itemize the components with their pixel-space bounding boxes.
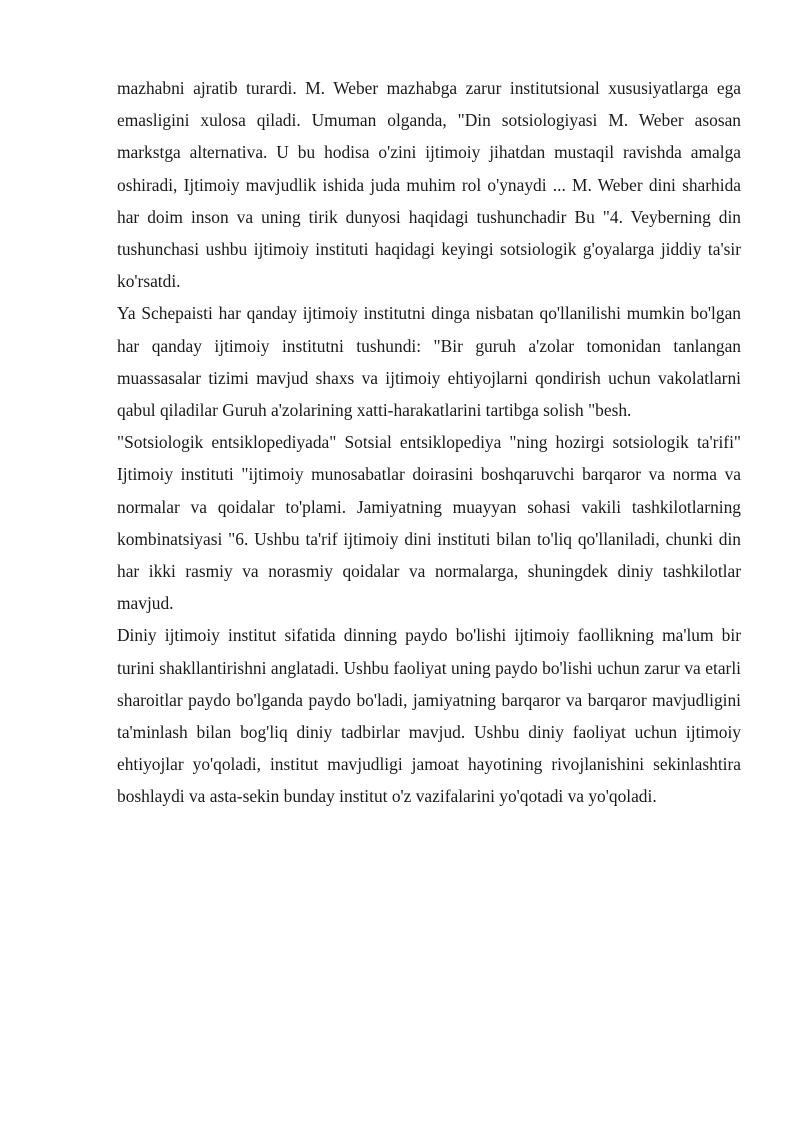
- document-body: [117, 72, 741, 813]
- paragraph-1: mazhabni ajratib turardi. M. Weber mazhabga zarur institutsional xususiyatlarga ega emasligini xulosa qiladi. Umuman olganda, "Din sotsiologiyasi M. Weber asosan markstga alternativa. U bu hodisa o'zini ijtimoiy jihatdan mustaqil ravishda amalga oshiradi, Ijtimoiy mavjudlik ishida juda muhim rol o'ynaydi ... M. Weber dini sharhida har doim inson va uning tirik dunyosi haqidagi tushunchadir Bu "4. Veyberning din tushunchasi ushbu ijtimoiy instituti haqidagi keyingi sotsiologik g'oyalarga jiddiy ta'sir ko'rsatdi.: [117, 78, 741, 292]
- paragraph-3: "Sotsiologik entsiklopediyada" Sotsial entsiklopediya "ning hozirgi sotsiologik ta'rifi" Ijtimoiy instituti "ijtimoiy munosabatlar doirasini boshqaruvchi barqaror va norma va normalar va qoidalar to'plami. Jamiyatning muayyan sohasi vakili tashkilotlarning kombinatsiyasi "6. Ushbu ta'rif ijtimoiy dini instituti bilan to'liq qo'llaniladi, chunki din har ikki rasmiy va norasmiy qoidalar va normalarga, shuningdek diniy tashkilotlar mavjud.: [117, 432, 741, 614]
- paragraph-4: Diniy ijtimoiy institut sifatida dinning paydo bo'lishi ijtimoiy faollikning ma'lum bir turini shakllantirishni anglatadi. Ushbu faoliyat uning paydo bo'lishi uchun zarur va etarli sharoitlar paydo bo'lganda paydo bo'ladi, jamiyatning barqaror va barqaror mavjudligini ta'minlash bilan bog'liq diniy tadbirlar mavjud. Ushbu diniy faoliyat uchun ijtimoiy ehtiyojlar yo'qoladi, institut mavjudligi jamoat hayotining rivojlanishini sekinlashtira boshlaydi va asta-sekin bunday institut o'z vazifalarini yo'qotadi va yo'qoladi.: [117, 625, 741, 807]
- paragraph-2: Ya Schepaisti har qanday ijtimoiy institutni dinga nisbatan qo'llanilishi mumkin bo'lgan har qanday ijtimoiy institutni tushundi: "Bir guruh a'zolar tomonidan tanlangan muassasalar tizimi mavjud shaxs va ijtimoiy ehtiyojlarni qondirish uchun vakolatlarni qabul qiladilar Guruh a'zolarining xatti-harakatlarini tartibga solish "besh.: [117, 303, 741, 421]
